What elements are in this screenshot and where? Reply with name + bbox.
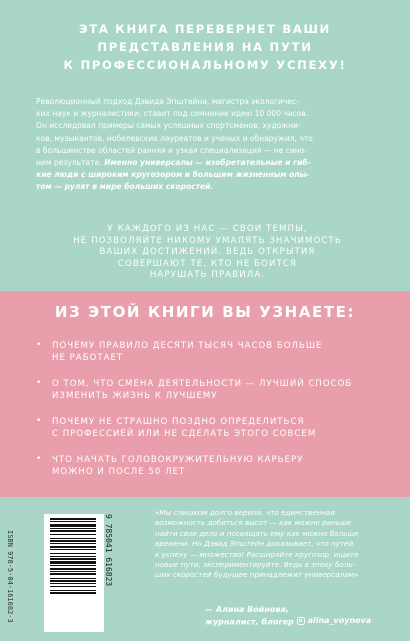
description-line <box>36 157 388 169</box>
barcode-bar <box>50 553 96 554</box>
bullet-icon: • <box>36 378 42 388</box>
barcode-bar <box>50 528 96 529</box>
barcode-bar <box>50 521 96 522</box>
review-line: новые пути, экспериментируйте. Ведь в эпоху боль- <box>155 560 356 570</box>
quote-line: НАРУШАТЬ ПРАВИЛА. <box>149 270 266 281</box>
headline-line: К ПРОФЕССИОНАЛЬНОМУ УСПЕХУ! <box>63 58 347 72</box>
review-line: ших скоростей будущее принадлежит универсалам» <box>155 570 359 580</box>
barcode-bar <box>50 580 96 582</box>
quote-line: ВАШИХ ДОСТИЖЕНИЙ. ВЕДЬ ОТКРЫТИЯ <box>99 247 316 258</box>
list-item-text <box>52 454 303 478</box>
list-item-text <box>52 416 316 440</box>
author-handle-group <box>297 615 372 626</box>
description-emphasis: Именно универсалы — изобретательные и гиб- <box>101 158 311 168</box>
description-paragraph <box>36 96 388 194</box>
barcode-bar <box>50 578 96 579</box>
barcode-bar <box>50 538 96 539</box>
barcode-bar <box>50 561 96 564</box>
barcode-bar <box>50 534 96 535</box>
barcode-bar <box>50 549 96 550</box>
barcode-bar <box>50 546 96 548</box>
bullet-icon: • <box>36 416 42 426</box>
headline-line: ПРЕДСТАВЛЕНИЯ НА ПУТИ <box>97 40 313 54</box>
bullet-icon: • <box>36 454 42 464</box>
review-line: возможность добиться высот — как можно раньше <box>155 518 352 528</box>
barcode-bar <box>50 590 96 591</box>
bullet-icon: • <box>36 340 42 350</box>
barcode <box>44 514 104 632</box>
author-role-line <box>205 615 405 628</box>
barcode-bar <box>50 583 96 584</box>
barcode-bar <box>50 573 96 575</box>
list-item-text <box>52 378 352 402</box>
description-line: кие люди с широким кругозором и большим жизненным опы- <box>36 170 310 180</box>
barcode-bar <box>50 518 96 520</box>
description-line: ков, музыкантов, нобелевских лауреатов и ученых и обнаружил, что <box>36 133 313 143</box>
quote-line: НЕ ПОЗВОЛЯЙТЕ НИКОМУ УМАЛЯТЬ ЗНАЧИМОСТЬ <box>73 235 342 246</box>
description-line: Он исследовал примеры самых успешных спортсменов, художни- <box>36 121 301 131</box>
list-item-line: МОЖНО И ПОСЛЕ 50 ЛЕТ <box>52 467 186 477</box>
quote-line: СОВЕРШАЮТ ТЕ, КТО НЕ БОИТСЯ <box>117 258 298 269</box>
review-quote <box>155 508 400 581</box>
headline <box>40 20 370 74</box>
description-line: Революционный подход Дэвида Эпштейна, магистра экологичес- <box>36 97 299 106</box>
isbn-label: ISBN 978-5-04-161682-3 <box>6 530 14 623</box>
barcode-bars <box>44 514 104 632</box>
list-item-line: ЧТО НАЧАТЬ ГОЛОВОКРУЖИТЕЛЬНУЮ КАРЬЕРУ <box>52 455 304 465</box>
list-item-line: ИЗМЕНИТЬ ЖИЗНЬ К ЛУЧШЕМУ <box>52 391 218 401</box>
instagram-icon <box>297 617 305 625</box>
review-line: «Мы слишком долго верили, что единственная <box>155 508 335 517</box>
middle-quote <box>40 224 375 282</box>
barcode-bar <box>50 592 96 594</box>
review-line: найти свое дело и посвящать ему как можно больше <box>155 528 359 538</box>
description-text: ним результата. <box>36 158 102 168</box>
barcode-bar <box>50 571 96 572</box>
list-item-text <box>52 340 323 364</box>
author-role: журналист, блогер <box>205 617 294 627</box>
barcode-bar <box>50 524 96 527</box>
barcode-bar <box>50 540 96 542</box>
barcode-bar <box>50 586 96 587</box>
quote-line: У КАЖДОГО ИЗ НАС — СВОИ ТЕМПЫ, <box>107 224 308 234</box>
list-item-line: ПОЧЕМУ НЕ СТРАШНО ПОЗДНО ОПРЕДЕЛИТЬСЯ <box>52 417 305 427</box>
headline-line: ЭТА КНИГА ПЕРЕВЕРНЕТ ВАШИ <box>79 22 331 36</box>
author-name: — Алина Войнова, <box>205 605 289 614</box>
list-item-line: ПОЧЕМУ ПРАВИЛО ДЕСЯТИ ТЫСЯЧ ЧАСОВ БОЛЬШЕ <box>52 341 323 351</box>
barcode-bar <box>50 530 96 532</box>
review-line: к успеху — множество! Расширяйте кругозор, ищите <box>155 549 359 559</box>
review-line: времени. Но Дэвид Эпштейн доказывает, что путей <box>155 539 354 549</box>
list-item-line: НЕ РАБОТАЕТ <box>52 353 124 363</box>
description-line: в большинстве областей ранняя и узкая специализация — не сино- <box>36 145 308 155</box>
list-item-line: С ПРОФЕССИЕЙ ИЛИ НЕ СДЕЛАТЬ ЭТОГО СОВСЕМ <box>52 429 317 439</box>
list-item-line: О ТОМ, ЧТО СМЕНА ДЕЯТЕЛЬНОСТИ — ЛУЧШИЙ СПОСОБ <box>52 379 353 389</box>
barcode-bar <box>50 558 96 560</box>
barcode-bar <box>50 543 96 544</box>
description-line: том — рулят в мире больших скоростей. <box>36 182 214 192</box>
review-author <box>205 604 405 628</box>
barcode-bar <box>50 565 96 566</box>
barcode-bar <box>50 568 96 570</box>
description-line: ких наук и журналистики, ставит под сомнение идею 10 000 часов. <box>36 109 309 119</box>
section-title: ИЗ ЭТОЙ КНИГИ ВЫ УЗНАЕТЕ: <box>54 303 356 321</box>
barcode-bar <box>50 556 96 557</box>
author-handle: alina_voynova <box>307 616 372 625</box>
isbn-number: 9 785041 616823 <box>104 514 113 587</box>
